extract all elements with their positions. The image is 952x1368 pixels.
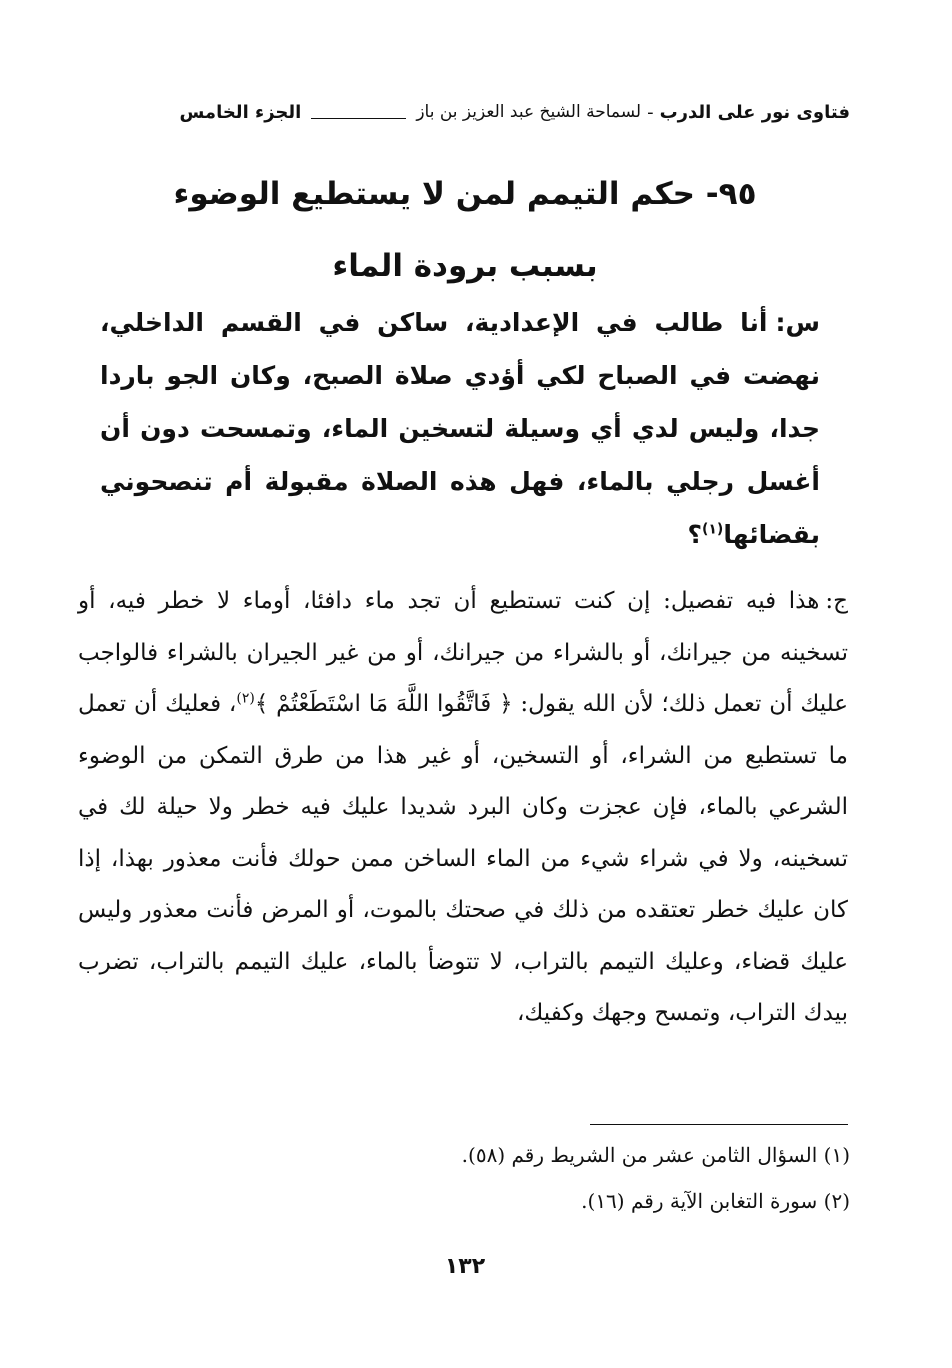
volume-label: الجزء الخامس <box>179 101 302 123</box>
footnote-ref-1: (١) <box>701 521 724 538</box>
question-marker: س: <box>775 308 820 337</box>
footnote-ref-2: (٢) <box>236 690 255 707</box>
answer-marker: ج: <box>825 588 848 614</box>
footnote-2-number: (٢) <box>823 1189 850 1213</box>
question-text: أنا طالب في الإعدادية، ساكن في القسم الداخلي، نهضت في الصباح لكي أؤدي صلاة الصبح، وكان الجو باردا جدا، وليس لدي أي وسيلة لتسخين الماء، وتمسحت دون أن أغسل رجلي بالماء، فهل هذه الصلاة مقبولة أم تنصحوني بقضائها <box>100 308 820 549</box>
footnote-1-number: (١) <box>823 1143 850 1167</box>
chapter-title-line2: بسبب برودة الماء <box>332 248 598 284</box>
running-header <box>80 92 850 132</box>
footnote-2 <box>80 1178 850 1224</box>
quran-quote: ﴿ فَاتَّقُوا اللَّهَ مَا اسْتَطَعْتُمْ ﴾ <box>254 691 513 717</box>
chapter-title <box>80 158 850 302</box>
book-title: فتاوى نور على الدرب <box>659 101 850 123</box>
header-rule <box>311 118 406 119</box>
answer-text-part2: ، فعليك أن تعمل ما تستطيع من الشراء، أو التسخين، أو غير هذا من طرق التمكن من الوضوء الشرعي بالماء، فإن عجزت وكان البرد شديدا عليك فيه خطر ولا حيلة لك في تسخينه، ولا في شراء شيء من الماء الساخن ممن حولك فأنت معذور بهذا، إذا كان عليك خطر تعتقده من ذلك في صحتك بالموت، أو المرض فأنت معذور وليس عليك قضاء، وعليك التيمم بالتراب، لا تتوضأ بالماء، عليك التيمم بالتراب، تضرب بيدك التراب، وتمسح وجهك وكفيك، <box>78 691 848 1026</box>
footnote-divider <box>590 1124 848 1125</box>
author-name: لسماحة الشيخ عبد العزيز بن باز <box>416 102 642 122</box>
footnote-2-text: سورة التغابن الآية رقم (١٦). <box>581 1189 818 1213</box>
question-end: ؟ <box>687 520 702 549</box>
answer-text-part1: هذا فيه تفصيل: إن كنت تستطيع أن تجد ماء دافئا، أوماء لا خطر فيه، أو تسخينه من جيرانك، أو بالشراء من جيرانك، أو من غير الجيران بالشراء فالواجب عليك أن تعمل ذلك؛ لأن الله يقول: <box>78 588 848 717</box>
header-separator: - <box>647 101 654 123</box>
page-number: ١٣٢ <box>444 1254 486 1279</box>
footnote-1 <box>80 1132 850 1178</box>
footnotes <box>80 1132 850 1224</box>
question-paragraph <box>100 296 820 561</box>
footnote-1-text: السؤال الثامن عشر من الشريط رقم (٥٨). <box>461 1143 818 1167</box>
answer-paragraph <box>78 576 848 1040</box>
chapter-title-line1: ٩٥- حكم التيمم لمن لا يستطيع الوضوء <box>173 176 757 212</box>
